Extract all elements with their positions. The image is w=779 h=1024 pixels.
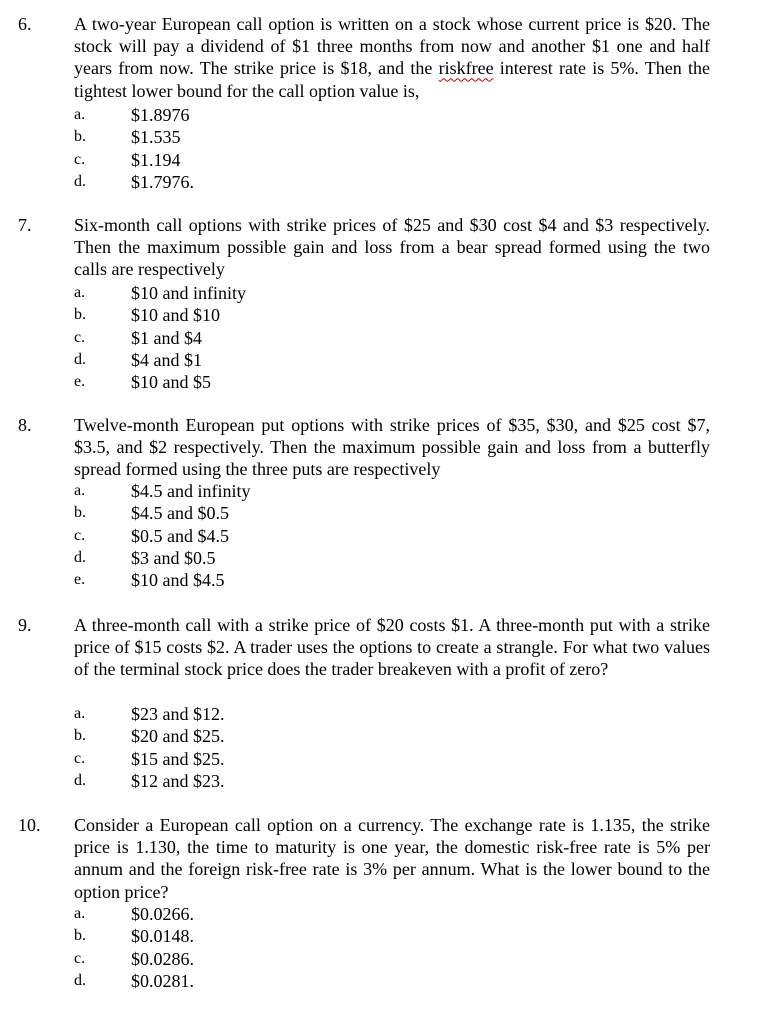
- option-letter: c.: [74, 949, 86, 967]
- option-letter: a.: [74, 284, 86, 301]
- option-text: $1 and $4: [131, 327, 202, 348]
- option-text: $0.0281.: [131, 970, 194, 991]
- option-text: $0.0266.: [131, 904, 194, 924]
- question-stem: Six-month call options with strike prices of $25 and $30 cost $4 and $3 respectively. Then the maximum possible gain and loss from a bear spread formed using the two calls are respectively: [74, 215, 710, 280]
- option-a: [0, 104, 779, 126]
- option-letter: d.: [74, 771, 86, 789]
- question-stem: A three-month call with a strike price of $20 costs $1. A three-month put with a strike price of $15 costs $2. A trader uses the options to create a strangle. For what two values of the terminal stock price does the trader breakeven with a profit of zero?: [74, 615, 710, 680]
- option-text: $23 and $12.: [131, 704, 225, 724]
- option-text: $1.7976.: [131, 171, 194, 192]
- spellcheck-word: riskfree: [438, 58, 494, 79]
- option-letter: d.: [74, 548, 86, 566]
- option-text: $12 and $23.: [131, 770, 225, 791]
- option-text: $1.8976: [131, 105, 190, 125]
- option-text: $10 and $4.5: [131, 570, 225, 591]
- option-a: [0, 703, 779, 725]
- option-letter: c.: [74, 150, 86, 168]
- option-letter: b.: [74, 727, 86, 745]
- option-b: [0, 304, 779, 326]
- option-list: [0, 480, 779, 591]
- option-list: [0, 104, 779, 193]
- question-stem: [74, 13, 710, 102]
- option-a: [0, 480, 779, 502]
- option-text: $10 and infinity: [131, 283, 246, 303]
- option-c: [0, 525, 779, 547]
- option-list: [0, 903, 779, 992]
- option-letter: a.: [74, 905, 86, 922]
- option-letter: a.: [74, 106, 86, 123]
- option-letter: c.: [74, 526, 86, 544]
- option-b: [0, 925, 779, 947]
- option-e: [0, 569, 779, 591]
- option-letter: c.: [74, 749, 86, 767]
- option-d: [0, 171, 779, 193]
- question-number: 10.: [18, 815, 41, 835]
- option-text: $4 and $1: [131, 349, 202, 370]
- option-a: [0, 282, 779, 304]
- option-c: [0, 948, 779, 970]
- stem-text: A two-year European call option is written on a stock whose current price is $20. The stock will pay a dividend of $1 three months from now and another $1 one and half years from now. The strike price is $18, and the: [74, 14, 710, 79]
- option-letter: d.: [74, 350, 86, 368]
- option-b: [0, 502, 779, 524]
- option-letter: b.: [74, 927, 86, 945]
- option-text: $0.0286.: [131, 948, 194, 969]
- question-stem: Twelve-month European put options with strike prices of $35, $30, and $25 cost $7, $3.5, and $2 respectively. Then the maximum possible gain and loss from a butterfly spread formed using the three puts are respectively: [74, 415, 710, 480]
- option-list: [0, 282, 779, 393]
- question-number: 7.: [18, 215, 32, 235]
- option-d: [0, 547, 779, 569]
- option-d: [0, 770, 779, 792]
- option-text: $0.5 and $4.5: [131, 525, 229, 546]
- option-c: [0, 327, 779, 349]
- option-letter: c.: [74, 328, 86, 346]
- option-text: $0.0148.: [131, 926, 194, 947]
- question-number: 8.: [18, 415, 32, 435]
- option-text: $1.194: [131, 149, 181, 170]
- option-text: $3 and $0.5: [131, 547, 216, 568]
- option-letter: b.: [74, 504, 86, 522]
- question-stem: Consider a European call option on a currency. The exchange rate is 1.135, the strike price is 1.130, the time to maturity is one year, the domestic risk-free rate is 5% per annum and the foreign risk-free rate is 3% per annum. What is the lower bound to the option price?: [74, 815, 710, 902]
- option-a: [0, 903, 779, 925]
- option-text: $10 and $5: [131, 372, 211, 393]
- option-c: [0, 149, 779, 171]
- option-letter: b.: [74, 128, 86, 146]
- option-b: [0, 725, 779, 747]
- option-letter: e.: [74, 571, 86, 589]
- option-text: $4.5 and infinity: [131, 481, 251, 501]
- option-d: [0, 349, 779, 371]
- option-letter: a.: [74, 705, 86, 722]
- option-text: $15 and $25.: [131, 748, 225, 769]
- option-letter: b.: [74, 306, 86, 324]
- option-letter: d.: [74, 172, 86, 190]
- option-c: [0, 748, 779, 770]
- option-letter: d.: [74, 971, 86, 989]
- question-number: 6.: [18, 14, 32, 34]
- option-text: $1.535: [131, 127, 181, 148]
- question-number: 9.: [18, 615, 32, 635]
- option-text: $4.5 and $0.5: [131, 503, 229, 524]
- option-text: $10 and $10: [131, 305, 220, 326]
- option-b: [0, 126, 779, 148]
- option-letter: a.: [74, 482, 86, 499]
- option-list: [0, 703, 779, 792]
- option-e: [0, 371, 779, 393]
- option-d: [0, 970, 779, 992]
- option-letter: e.: [74, 373, 86, 391]
- stem-text: interest rate is 5%. Then the tightest lower bound for the call option value is,: [74, 58, 710, 101]
- option-text: $20 and $25.: [131, 726, 225, 747]
